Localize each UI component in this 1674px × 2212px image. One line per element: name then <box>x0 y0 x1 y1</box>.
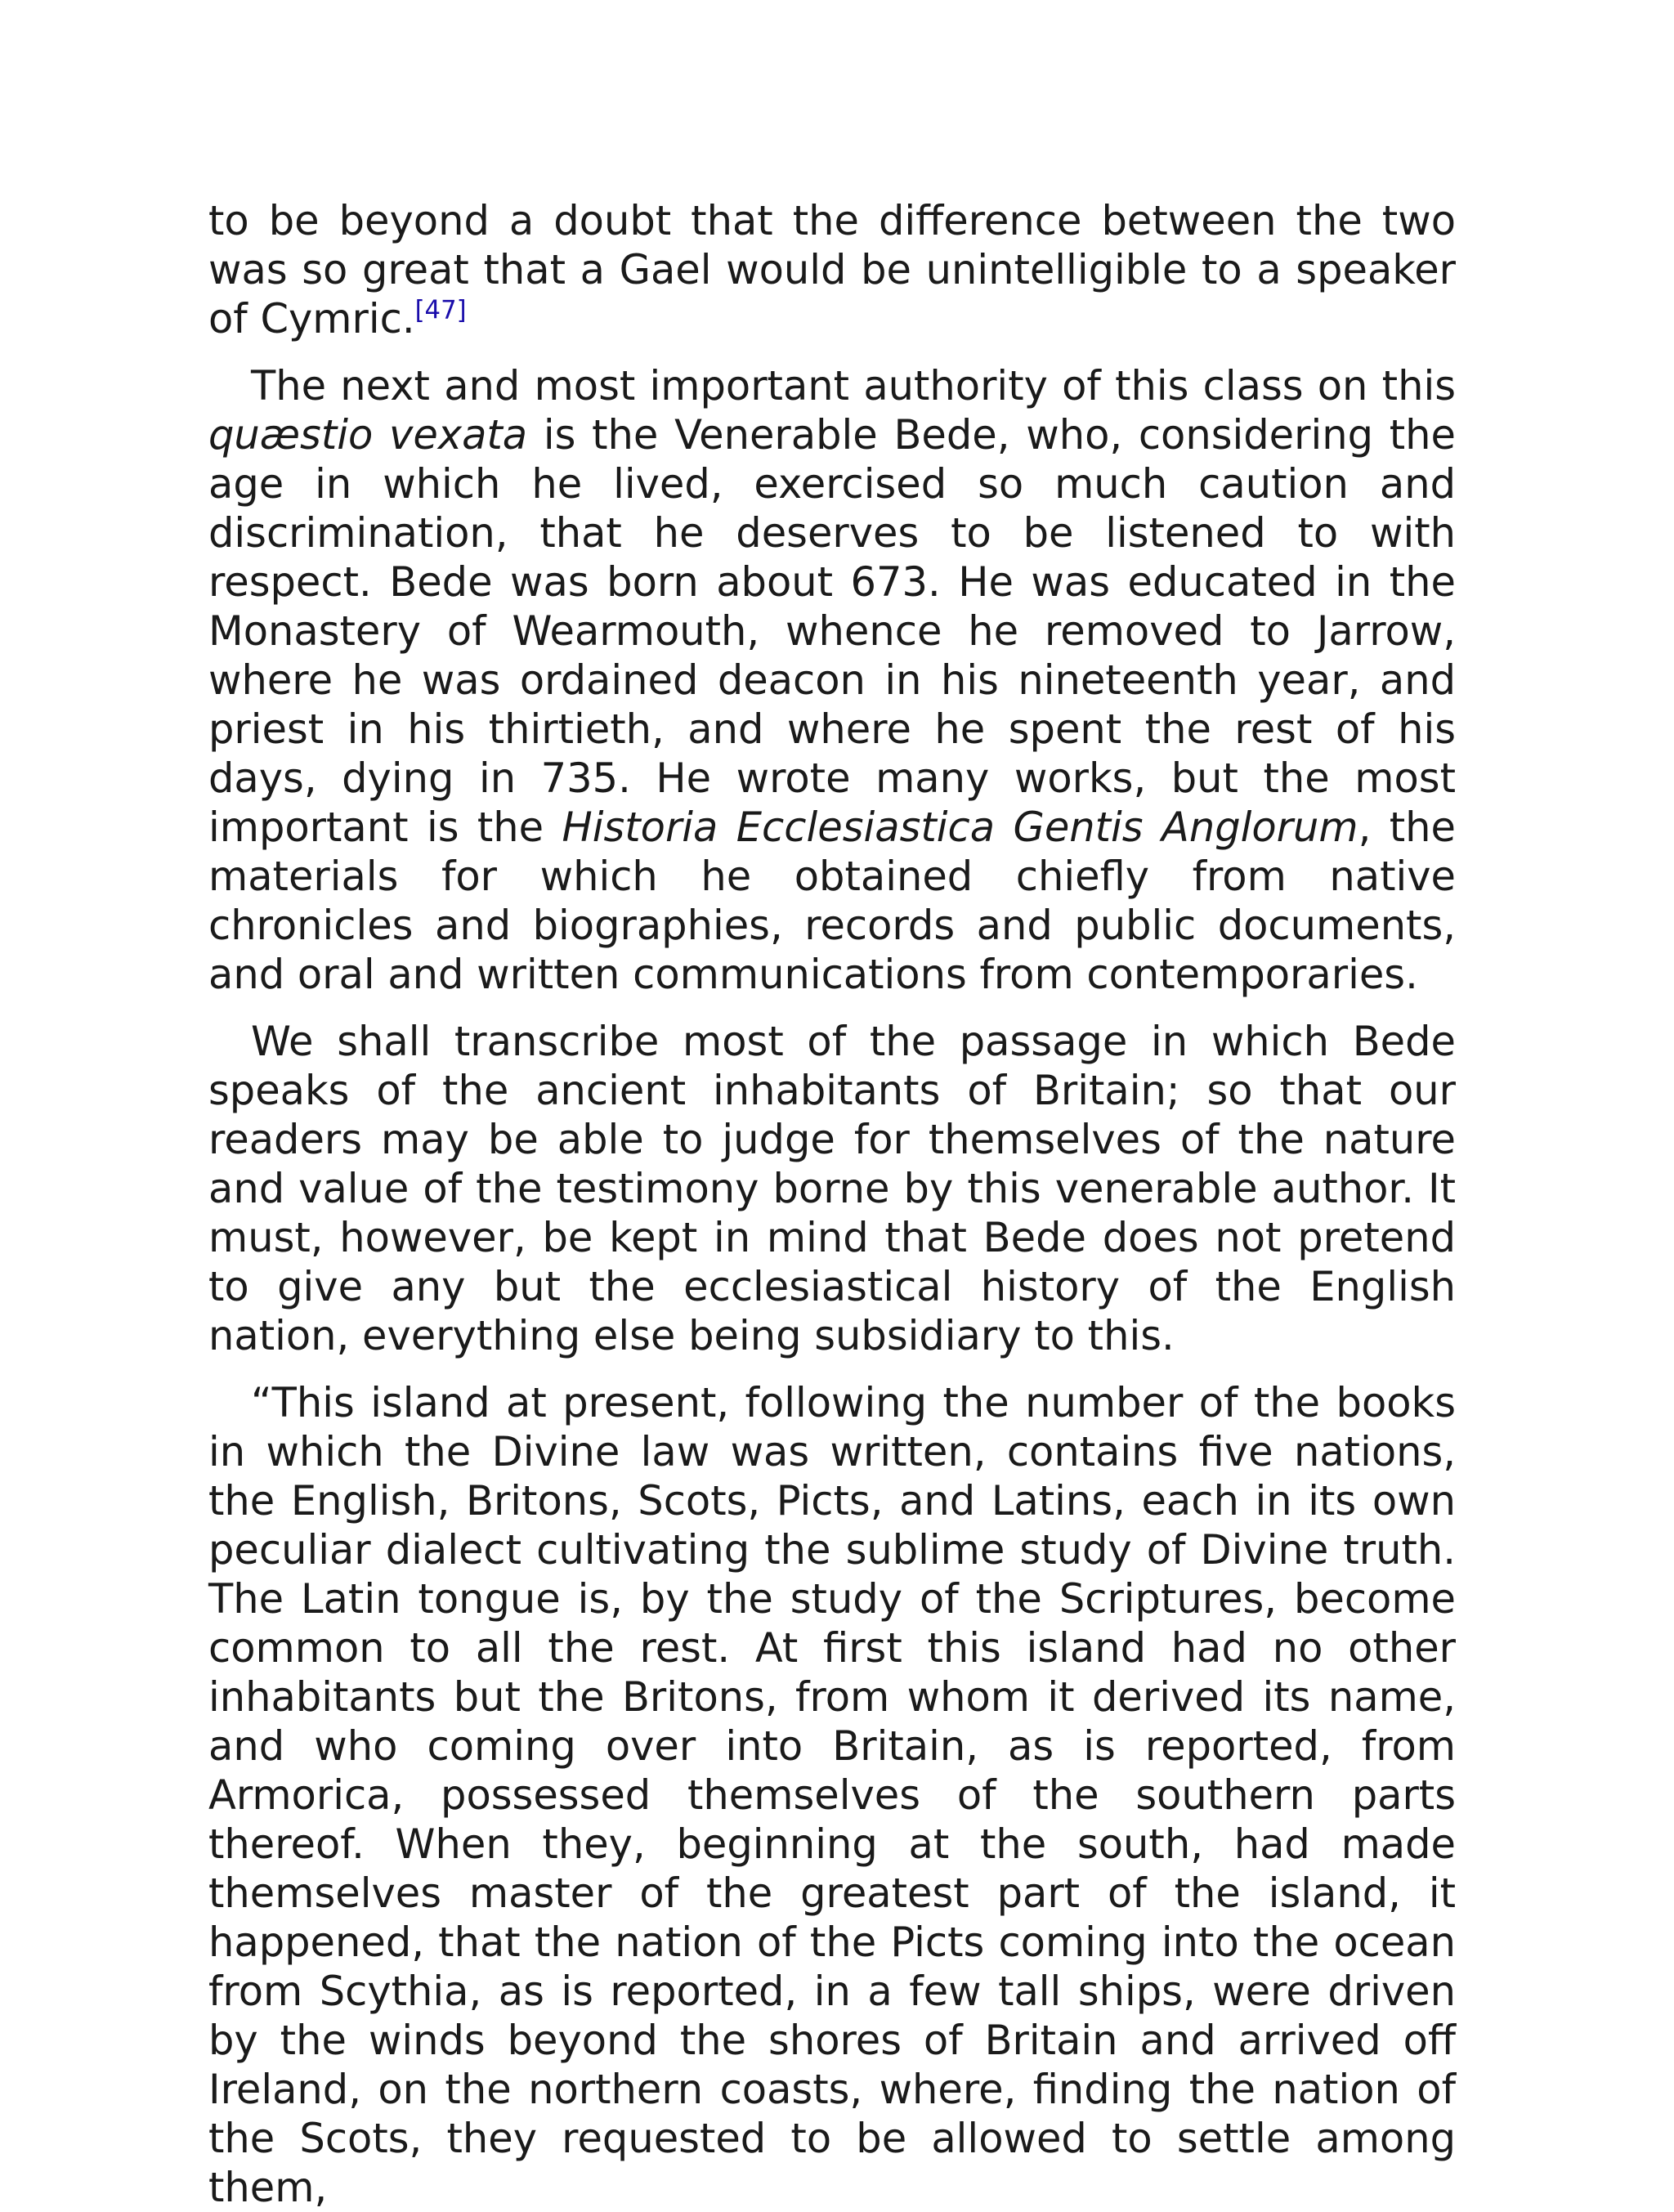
paragraph-3 <box>208 1017 1456 1360</box>
text-run: We shall transcribe most of the passage in which Bede speaks of the ancient inhabitants of Britain; so that our readers may be able to judge for themselves of the nature and value of the testimony borne by this venerable author. It must, however, be kept in mind that Bede does not pretend to give any but the ecclesiastical history of the English nation, everything else being subsidiary to this. <box>208 1018 1456 1359</box>
paragraph-4 <box>208 1378 1456 2212</box>
italic-phrase: quæstio vexata <box>208 411 528 459</box>
paragraph-2 <box>208 361 1456 999</box>
paragraph-1 <box>208 196 1456 343</box>
text-run: , the materials for which he obtained chiefly from native chronicles and biographies, records and public documents, and oral and written communications from contemporaries. <box>208 804 1456 998</box>
text-run: to be beyond a doubt that the difference between the two was so great that a Gael would be unintelligible to a speaker of Cymric. <box>208 197 1456 343</box>
text-run: is the Venerable Bede, who, considering the age in which he lived, exercised so much caution and discrimination, that he deserves to be listened to with respect. Bede was born about 673. He was educated in the Monastery of Wearmouth, whence he removed to Jarrow, where he was ordained deacon in his nineteenth year, and priest in his thirtieth, and where he spent the rest of his days, dying in 735. He wrote many works, but the most important is the <box>208 411 1456 851</box>
italic-title: Historia Ecclesiastica Gentis Anglorum <box>562 804 1358 851</box>
text-run: The next and most important authority of this class on this <box>251 362 1456 410</box>
document-page <box>208 196 1456 2212</box>
footnote-link-47[interactable]: [47] <box>414 296 467 325</box>
text-run: “This island at present, following the number of the books in which the Divine law was written, contains five nations, the English, Britons, Scots, Picts, and Latins, each in its own peculiar dialect cultivating the sublime study of Divine truth. The Latin tongue is, by the study of the Scriptures, become common to all the rest. At first this island had no other inhabitants but the Britons, from whom it derived its name, and who coming over into Britain, as is reported, from Armorica, possessed themselves of the southern parts thereof. When they, beginning at the south, had made themselves master of the greatest part of the island, it happened, that the nation of the Picts coming into the ocean from Scythia, as is reported, in a few tall ships, were driven by the winds beyond the shores of Britain and arrived off Ireland, on the northern coasts, where, finding the nation of the Scots, they requested to be allowed to settle among them, <box>208 1379 1456 2211</box>
